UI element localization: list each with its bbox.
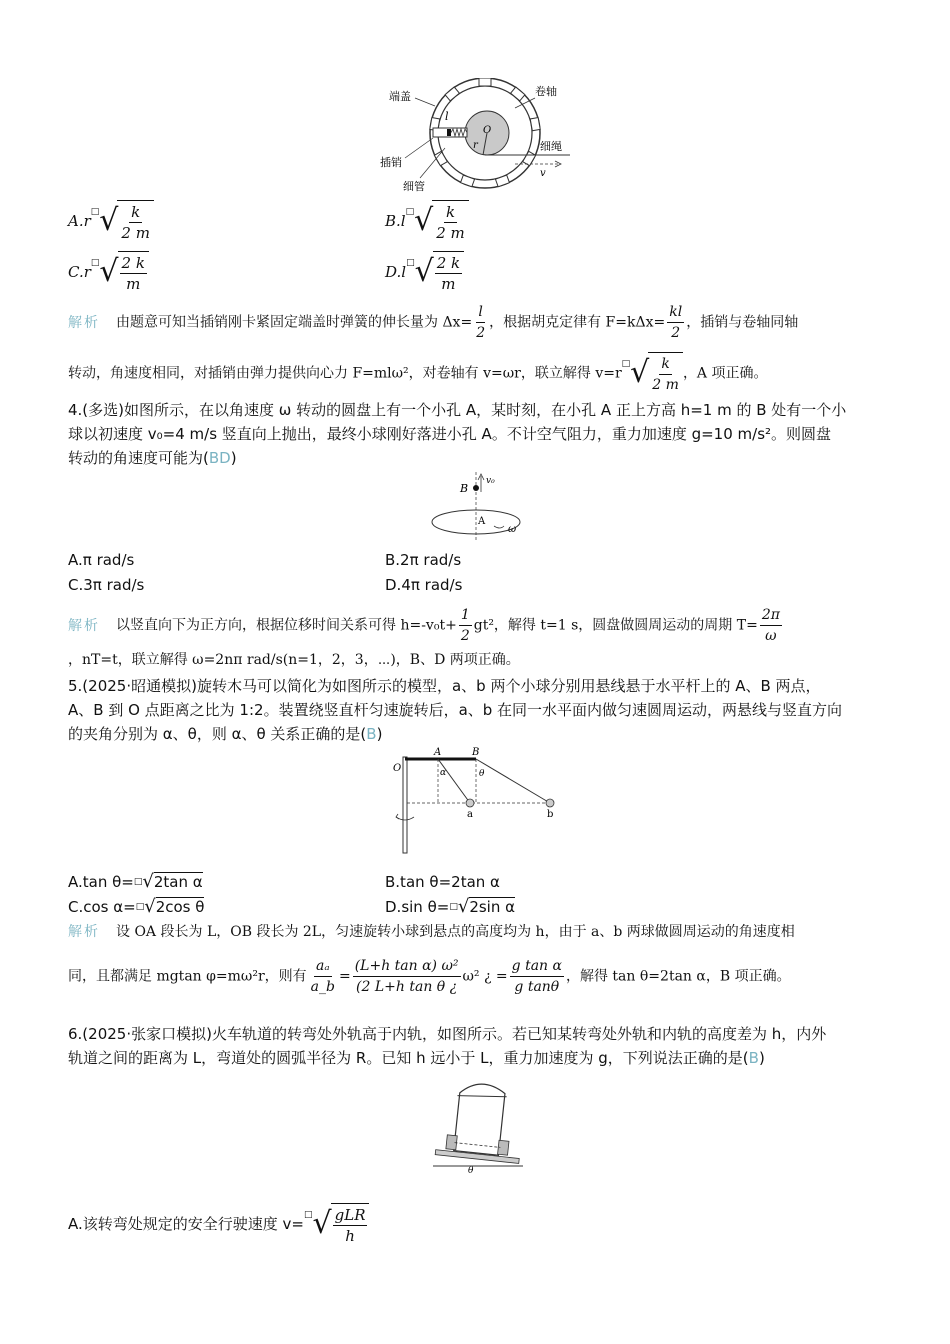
q5-analysis-line1: 解析 设 OA 段长为 L，OB 段长为 2L，匀速旋转小球到悬点的高度均为 h，由于 a、b 两球做圆周运动的角速度相 bbox=[68, 924, 795, 940]
rotating-disk-figure bbox=[428, 472, 538, 542]
q6-answer: B bbox=[748, 1049, 759, 1067]
q3-analysis-line1: 解析 由题意可知当插销刚卡紧固定端盖时弹簧的伸长量为 Δx= $\frac{l}{2}$ ，根据胡克定律有 F=kΔx= $\frac{kl}{2}$ ，插销与卷轴同轴 bbox=[68, 304, 799, 341]
q4-option-b: B.2π rad/s bbox=[385, 551, 462, 569]
fig5-label-alpha: α bbox=[440, 768, 447, 778]
q4-answer: BD bbox=[208, 449, 231, 467]
fig1-label-l: l bbox=[445, 110, 449, 123]
fig4-label-a: A bbox=[478, 516, 486, 527]
q4-option-d: D.4π rad/s bbox=[385, 576, 463, 594]
fig5-label-b-point: B bbox=[472, 747, 480, 758]
q4-stem-line1: 4.(多选)如图所示，在以角速度 ω 转动的圆盘上有一个小孔 A，某时刻，在小孔 A 正上方高 h=1 m 的 B 处有一个小 bbox=[68, 401, 847, 419]
q4-stem-line2: 球以初速度 v₀=4 m/s 竖直向上抛出，最终小球刚好落进小孔 A。不计空气阻力，重力加速度 g=10 m/s²。则圆盘 bbox=[68, 425, 832, 443]
fig5-label-o: O bbox=[393, 763, 402, 774]
q3-option-b: B.l □ √ $\frac{k}{2 m}$ bbox=[385, 200, 469, 243]
q4-option-c: C.3π rad/s bbox=[68, 576, 145, 594]
fig5-label-ball-a: a bbox=[467, 809, 473, 820]
q5-stem-line3: 的夹角分别为 α、θ，则 α、θ 关系正确的是(B) bbox=[68, 725, 383, 743]
q4-analysis-line1: 解析 以竖直向下为正方向，根据位移时间关系可得 h=-v₀t+ $\frac{1}{2}$ gt²，解得 t=1 s，圆盘做圆周运动的周期 T= $\frac{2\pi}{\omega}$ bbox=[68, 607, 780, 644]
fig4-label-b: B bbox=[460, 482, 469, 495]
fig6-label-theta: θ bbox=[468, 1166, 474, 1175]
fig1-label-r: r bbox=[473, 140, 478, 151]
q6-stem-line2: 轨道之间的距离为 L，弯道处的圆弧半径为 R。已知 h 远小于 L，重力加速度为 g，下列说法正确的是(B) bbox=[68, 1049, 765, 1067]
fig4-label-v0: v₀ bbox=[486, 476, 495, 486]
q4-option-a: A.π rad/s bbox=[68, 551, 135, 569]
q5-option-a: A.tan θ=□√2tan α bbox=[68, 871, 203, 892]
fig1-label-o: O bbox=[483, 125, 492, 136]
fig1-label-pin: 插销 bbox=[380, 156, 402, 169]
q5-option-d: D.sin θ=□√2sin α bbox=[385, 896, 516, 917]
train-on-curve-figure bbox=[428, 1070, 528, 1175]
q6-option-a: A.该转弯处规定的安全行驶速度 v= □ √ $\frac{\text{gLR}}{h}$ bbox=[68, 1203, 369, 1246]
q3-option-a: A.r □ √ $\frac{k}{2 m}$ bbox=[68, 200, 154, 243]
q5-option-b: B.tan θ=2tan α bbox=[385, 873, 500, 891]
q5-option-c: C.cos α=□√2cos θ bbox=[68, 896, 205, 917]
fig5-label-a-point: A bbox=[434, 747, 442, 758]
fig5-label-ball-b: b bbox=[547, 809, 554, 820]
spring-device-figure bbox=[375, 78, 585, 198]
q5-analysis-line2: 同，且都满足 mgtan φ=mω²r，则有 $\frac{\text{aₐ}}{a\_b}$ = $\frac{\text{(L+h tan α) ω²}}{\text{(2 L+h tan θ ¿}}$ ω² ¿ = $\frac{\text{g tan α}}{\text{g tanθ}}$ ，解得 tan θ=2tan α，B 项正确。 bbox=[68, 958, 791, 995]
q5-stem-line1: 5.(2025·昭通模拟)旋转木马可以简化为如图所示的模型，a、b 两个小球分别用悬线悬于水平杆上的 A、B 两点， bbox=[68, 677, 821, 695]
q3-analysis-line2: 转动，角速度相同，对插销由弹力提供向心力 F=mlω²，对卷轴有 v=ωr，联立解得 v=r □ √ $\frac{k}{2 m}$ ，A 项正确。 bbox=[68, 352, 768, 395]
fig1-label-axle: 卷轴 bbox=[535, 85, 557, 98]
fig5-label-theta: θ bbox=[479, 769, 485, 779]
fig1-label-v: v bbox=[540, 168, 546, 179]
analysis-label: 解析 bbox=[68, 314, 100, 331]
q3-option-d: D.l □ √ $\frac{2 k}{m}$ bbox=[385, 251, 464, 294]
q5-answer: B bbox=[366, 725, 377, 743]
fig1-label-rope: 细绳 bbox=[540, 140, 562, 153]
q3-option-c: C.r □ √ $\frac{2 k}{m}$ bbox=[68, 251, 149, 294]
q4-analysis-line2: ，nT=t，联立解得 ω=2nπ rad/s(n=1，2，3，⋯)，B、D 两项正确。 bbox=[68, 652, 520, 668]
fig1-label-tube: 细管 bbox=[403, 180, 425, 193]
carousel-model-figure bbox=[390, 745, 570, 857]
q5-stem-line2: A、B 到 O 点距离之比为 1:2。装置绕竖直杆匀速旋转后，a、b 在同一水平面内做匀速圆周运动，两悬线与竖直方向 bbox=[68, 701, 843, 719]
q6-stem-line1: 6.(2025·张家口模拟)火车轨道的转弯处外轨高于内轨，如图所示。若已知某转弯处外轨和内轨的高度差为 h，内外 bbox=[68, 1025, 827, 1043]
q4-stem-line3: 转动的角速度可能为(BD) bbox=[68, 449, 237, 467]
fig4-label-omega: ω bbox=[508, 524, 517, 535]
fig1-label-cap: 端盖 bbox=[389, 90, 411, 103]
